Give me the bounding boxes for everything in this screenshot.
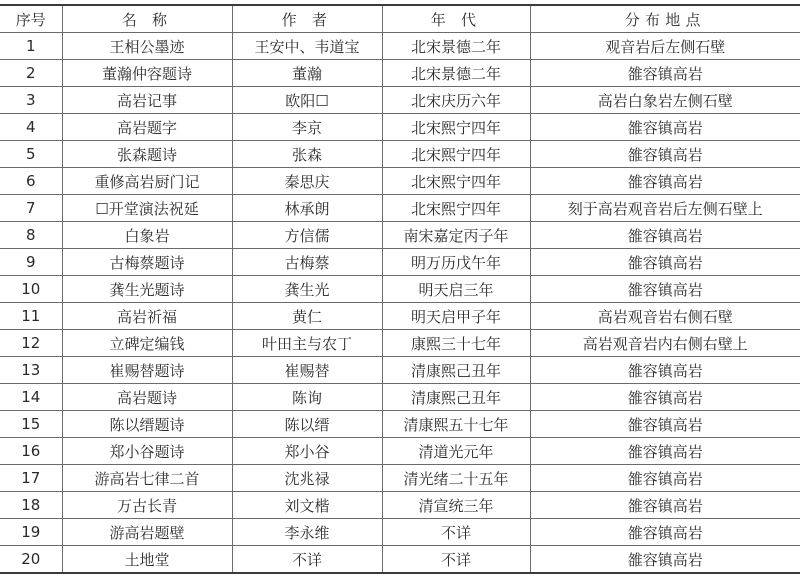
cell-era: 清康熙五十七年 — [382, 411, 530, 438]
cell-location: 雒容镇高岩 — [530, 546, 800, 574]
table-row — [0, 492, 800, 519]
cell-index: 8 — [0, 222, 62, 249]
cell-name: 董瀚仲容题诗 — [62, 60, 232, 87]
cell-index: 14 — [0, 384, 62, 411]
cell-name: 重修高岩厨门记 — [62, 168, 232, 195]
cell-index: 15 — [0, 411, 62, 438]
cell-location: 雒容镇高岩 — [530, 249, 800, 276]
cell-location: 雒容镇高岩 — [530, 411, 800, 438]
table-row — [0, 384, 800, 411]
cell-author: 刘文楷 — [232, 492, 382, 519]
table-row — [0, 249, 800, 276]
cell-name: 张森题诗 — [62, 141, 232, 168]
cell-era: 北宋熙宁四年 — [382, 141, 530, 168]
header-location: 分布地点 — [530, 5, 800, 33]
cell-author: 黄仁 — [232, 303, 382, 330]
cell-index: 11 — [0, 303, 62, 330]
cell-location: 高岩白象岩左侧石壁 — [530, 87, 800, 114]
cell-era: 北宋熙宁四年 — [382, 195, 530, 222]
cell-location: 雒容镇高岩 — [530, 492, 800, 519]
header-era: 年 代 — [382, 5, 530, 33]
cell-index: 10 — [0, 276, 62, 303]
cell-name: 白象岩 — [62, 222, 232, 249]
cell-author: 张森 — [232, 141, 382, 168]
table-row — [0, 87, 800, 114]
cell-index: 18 — [0, 492, 62, 519]
cell-era: 北宋景德二年 — [382, 60, 530, 87]
cell-era: 南宋嘉定丙子年 — [382, 222, 530, 249]
table-row — [0, 438, 800, 465]
cell-era: 清康熙己丑年 — [382, 384, 530, 411]
cell-author: 李京 — [232, 114, 382, 141]
cell-name: 王相公墨迹 — [62, 33, 232, 60]
cell-author: 古梅蔡 — [232, 249, 382, 276]
inscriptions-table-container — [0, 4, 800, 574]
cell-name: 万古长青 — [62, 492, 232, 519]
cell-location: 雒容镇高岩 — [530, 384, 800, 411]
cell-index: 17 — [0, 465, 62, 492]
cell-name: 高岩记事 — [62, 87, 232, 114]
header-author: 作 者 — [232, 5, 382, 33]
table-row — [0, 411, 800, 438]
cell-name: 游高岩七律二首 — [62, 465, 232, 492]
cell-name: 高岩题字 — [62, 114, 232, 141]
cell-index: 13 — [0, 357, 62, 384]
cell-index: 9 — [0, 249, 62, 276]
cell-index: 19 — [0, 519, 62, 546]
cell-name: 陈以缙题诗 — [62, 411, 232, 438]
cell-location: 雒容镇高岩 — [530, 357, 800, 384]
cell-author: 欧阳☐ — [232, 87, 382, 114]
table-row — [0, 222, 800, 249]
cell-era: 北宋庆历六年 — [382, 87, 530, 114]
cell-era: 北宋熙宁四年 — [382, 114, 530, 141]
table-row — [0, 141, 800, 168]
table-row — [0, 519, 800, 546]
cell-author: 崔赐替 — [232, 357, 382, 384]
cell-era: 明万历戊午年 — [382, 249, 530, 276]
cell-location: 高岩观音岩内右侧右壁上 — [530, 330, 800, 357]
cell-author: 王安中、韦道宝 — [232, 33, 382, 60]
cell-index: 6 — [0, 168, 62, 195]
cell-index: 12 — [0, 330, 62, 357]
cell-location: 雒容镇高岩 — [530, 465, 800, 492]
cell-author: 陈以缙 — [232, 411, 382, 438]
cell-index: 4 — [0, 114, 62, 141]
cell-location: 雒容镇高岩 — [530, 114, 800, 141]
cell-location: 雒容镇高岩 — [530, 222, 800, 249]
cell-location: 刻于高岩观音岩后左侧石壁上 — [530, 195, 800, 222]
inscriptions-table — [0, 4, 800, 574]
cell-name: ☐开堂演法祝延 — [62, 195, 232, 222]
cell-location: 高岩观音岩右侧石壁 — [530, 303, 800, 330]
header-index: 序号 — [0, 5, 62, 33]
cell-author: 林承朗 — [232, 195, 382, 222]
cell-name: 立碑定编钱 — [62, 330, 232, 357]
cell-index: 20 — [0, 546, 62, 574]
cell-name: 郑小谷题诗 — [62, 438, 232, 465]
cell-location: 雒容镇高岩 — [530, 141, 800, 168]
table-row — [0, 60, 800, 87]
cell-name: 龚生光题诗 — [62, 276, 232, 303]
table-row — [0, 465, 800, 492]
cell-location: 雒容镇高岩 — [530, 276, 800, 303]
cell-name: 游高岩题壁 — [62, 519, 232, 546]
header-name: 名 称 — [62, 5, 232, 33]
cell-era: 康熙三十七年 — [382, 330, 530, 357]
cell-author: 陈询 — [232, 384, 382, 411]
cell-era: 清康熙己丑年 — [382, 357, 530, 384]
cell-author: 李永维 — [232, 519, 382, 546]
cell-author: 叶田主与农丁 — [232, 330, 382, 357]
table-row — [0, 357, 800, 384]
cell-name: 古梅蔡题诗 — [62, 249, 232, 276]
cell-author: 沈兆禄 — [232, 465, 382, 492]
cell-index: 2 — [0, 60, 62, 87]
cell-index: 7 — [0, 195, 62, 222]
table-body — [0, 33, 800, 574]
cell-name: 高岩祈福 — [62, 303, 232, 330]
cell-era: 清宣统三年 — [382, 492, 530, 519]
cell-author: 郑小谷 — [232, 438, 382, 465]
table-row — [0, 195, 800, 222]
cell-name: 土地堂 — [62, 546, 232, 574]
cell-era: 不详 — [382, 546, 530, 574]
cell-era: 明天启三年 — [382, 276, 530, 303]
cell-location: 雒容镇高岩 — [530, 168, 800, 195]
cell-era: 清道光元年 — [382, 438, 530, 465]
cell-location: 雒容镇高岩 — [530, 60, 800, 87]
table-row — [0, 276, 800, 303]
table-row — [0, 546, 800, 574]
cell-era: 清光绪二十五年 — [382, 465, 530, 492]
cell-era: 不详 — [382, 519, 530, 546]
cell-name: 崔赐替题诗 — [62, 357, 232, 384]
cell-location: 观音岩后左侧石壁 — [530, 33, 800, 60]
table-row — [0, 33, 800, 60]
table-row — [0, 168, 800, 195]
table-row — [0, 330, 800, 357]
cell-index: 1 — [0, 33, 62, 60]
cell-location: 雒容镇高岩 — [530, 519, 800, 546]
cell-index: 5 — [0, 141, 62, 168]
cell-author: 董瀚 — [232, 60, 382, 87]
cell-era: 北宋熙宁四年 — [382, 168, 530, 195]
cell-location: 雒容镇高岩 — [530, 438, 800, 465]
table-row — [0, 114, 800, 141]
cell-name: 高岩题诗 — [62, 384, 232, 411]
cell-era: 明天启甲子年 — [382, 303, 530, 330]
cell-index: 3 — [0, 87, 62, 114]
table-header-row — [0, 5, 800, 33]
cell-era: 北宋景德二年 — [382, 33, 530, 60]
cell-author: 龚生光 — [232, 276, 382, 303]
table-row — [0, 303, 800, 330]
cell-index: 16 — [0, 438, 62, 465]
cell-author: 方信儒 — [232, 222, 382, 249]
cell-author: 不详 — [232, 546, 382, 574]
cell-author: 秦思庆 — [232, 168, 382, 195]
